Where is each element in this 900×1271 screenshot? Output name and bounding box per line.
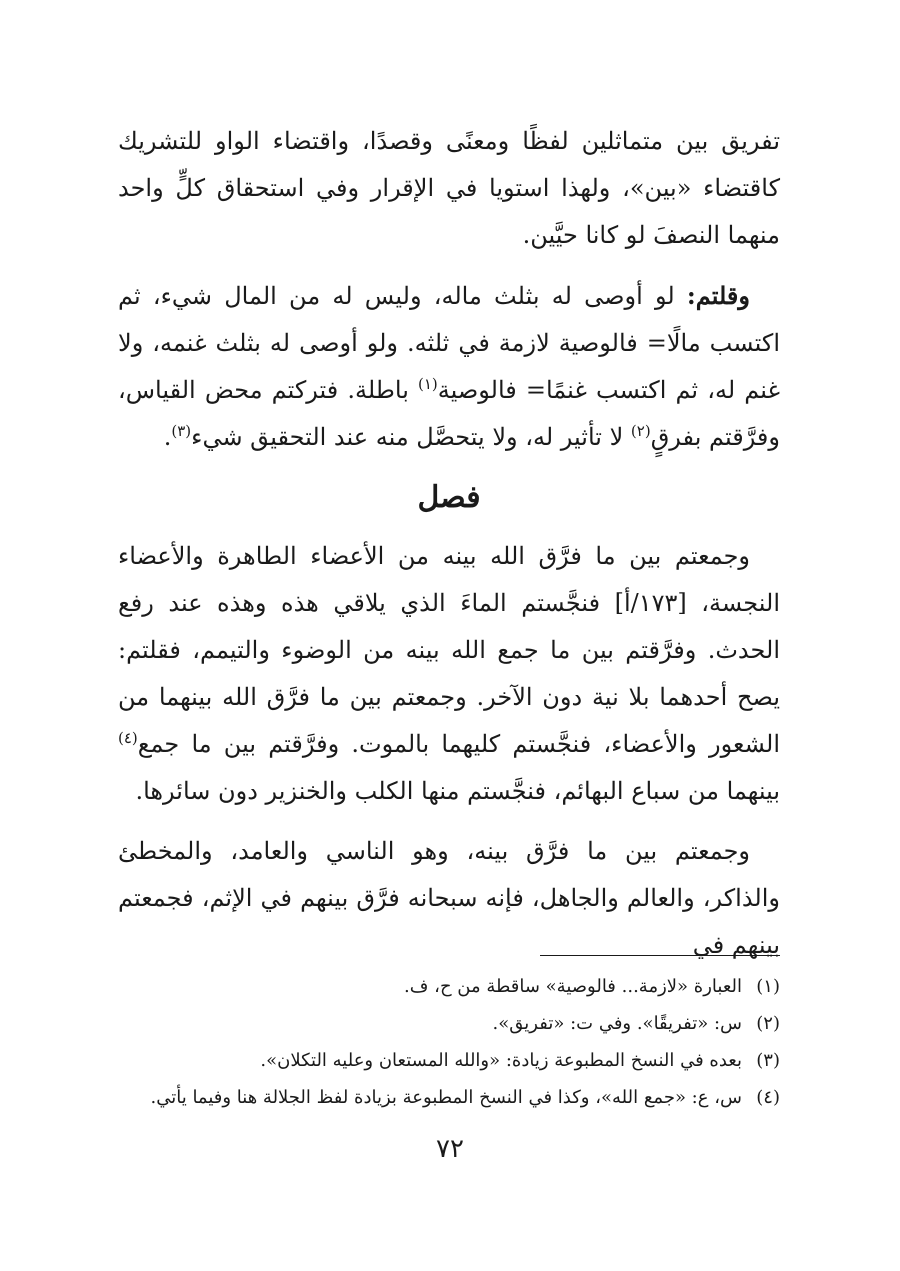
section-heading: فصل (417, 480, 481, 515)
paragraph-forgetful (118, 828, 780, 969)
footnotes-list (118, 968, 780, 1116)
footnote-item (118, 968, 780, 1005)
footnote-text: س، ع: «جمع الله»، وكذا في النسخ المطبوعة بزيادة لفظ الجلالة هنا وفيما يأتي. (150, 1087, 742, 1108)
paragraph-text: تفريق بين متماثلين لفظًا ومعنًى وقصدًا، واقتضاء الواو للتشريك كاقتضاء «بين»، ولهذا استويا في الإقرار وفي استحقاق كلٍّ واحد منهما النصفَ لو كانا حيَّين. (118, 127, 780, 249)
footnote-item (118, 1005, 780, 1042)
paragraph-lead-word: وقلتم: (686, 281, 750, 310)
footnote-divider (540, 955, 780, 956)
paragraph-bequest (118, 272, 780, 461)
footnote-number: (٤) (756, 1087, 780, 1108)
paragraph-text: لو أوصى له بثلث ماله، وليس له من المال شيء، ثم اكتسب مالًا= فالوصية لازمة في ثلثه. ولو أوصى له بثلث غنمه، ولا غنم له، ثم اكتسب غنمًا= فالوصية (118, 282, 780, 404)
footnote-ref-1[interactable]: (١) (418, 375, 438, 393)
footnote-text: س: «تفريقًا». وفي ت: «تفريق». (492, 1013, 742, 1034)
footnote-item (118, 1079, 780, 1116)
paragraph-text: لا تأثير له، ولا يتحصَّل منه عند التحقيق شيء (191, 423, 631, 451)
paragraph-text: وجمعتم بين ما فرَّق بينه، وهو الناسي والعامد، والمخطئ والذاكر، والعالم والجاهل، فإنه سبحانه فرَّق بينهم في الإثم، فجمعتم بينهم في (118, 837, 780, 959)
footnote-number: (١) (756, 976, 780, 997)
footnote-number: (٢) (756, 1013, 780, 1034)
paragraph-text: باطلة. فتركتم محض القياس، وفرَّقتم بفرقٍ (118, 376, 780, 451)
footnote-ref-2[interactable]: (٢) (630, 422, 651, 440)
page-number: ٧٢ (436, 1134, 464, 1164)
paragraph-continuation (118, 118, 780, 259)
footnote-text: بعده في النسخ المطبوعة زيادة: «والله المستعان وعليه التكلان». (260, 1050, 742, 1071)
footnote-number: (٣) (756, 1050, 780, 1071)
paragraph-purity (118, 533, 780, 815)
footnote-ref-3[interactable]: (٣) (171, 422, 192, 440)
paragraph-text: . (163, 423, 172, 451)
footnote-ref-4[interactable]: (٤) (118, 729, 138, 747)
footnote-text: العبارة «لازمة... فالوصية» ساقطة من ح، ف. (404, 976, 742, 997)
paragraph-text: وجمعتم بين ما فرَّق الله بينه من الأعضاء الطاهرة والأعضاء النجسة، [١٧٣/أ] فنجَّستم الماءَ الذي يلاقي هذه وهذه عند رفع الحدث. وفرَّقتم بين ما جمع الله بينه من الوضوء والتيمم، فقلتم: يصح أحدهما بلا نية دون الآخر. وجمعتم بين ما فرَّق الله بينهما من الشعور والأعضاء، فنجَّستم كليهما بالموت. وفرَّقتم بين ما جمع (118, 542, 781, 758)
paragraph-text: بينهما من سباع البهائم، فنجَّستم منها الكلب والخنزير دون سائرها. (135, 777, 780, 805)
main-text (118, 118, 780, 982)
footnote-item (118, 1042, 780, 1079)
